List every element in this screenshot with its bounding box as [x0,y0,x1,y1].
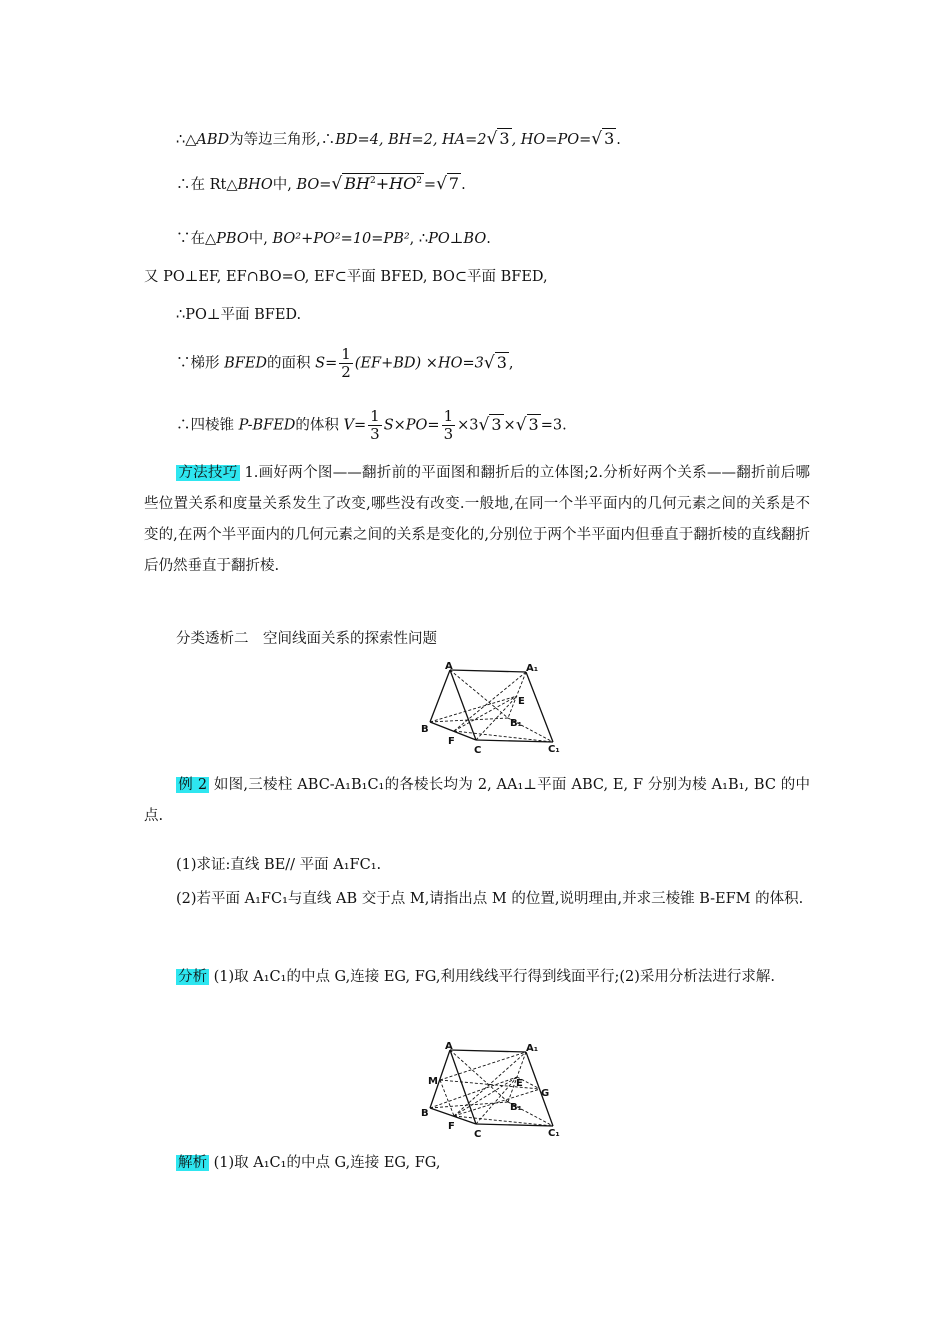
text: × [503,417,516,434]
example-tag: 例 2 [178,777,208,793]
text: =3. [540,417,567,434]
text: . [486,231,491,247]
text: ∴PO⊥平面 BFED. [176,307,302,323]
text: BO²+PO²=10=PB² [272,231,410,247]
text: = [423,177,437,193]
line-pbo [176,228,491,250]
text: (1)求证:直线 BE// 平面 A₁FC₁. [176,857,382,873]
fraction-1-3: $\frac{1}{3}$ [443,407,454,443]
analysis-text: (1)取 A₁C₁的中点 G,连接 EG, FG,利用线线平行得到线面平行;(2)采用分析法进行求解. [209,969,775,985]
label-C: C [474,1129,482,1140]
line-pyramid-volume [176,408,567,443]
method-text: 1.画好两个图——翻折前的平面图和翻折后的立体图;2.分析好两个关系——翻折前后哪些位置关系和度量关系发生了改变,哪些没有改变.一般地,在同一个半平面内的几何元素之间的关系是不变的,在两个半平面内的几何元素之间的关系是变化的,分别位于两个半平面内但垂直于翻折棱的直线翻折后仍然垂直于翻折棱. [144,465,811,574]
label-A1: A₁ [526,663,539,674]
text: BD=4, BH=2, HA=2 [335,132,487,148]
text: ∴在 Rt△ [176,177,238,193]
text: ∴△ [176,132,197,148]
text: , ∴ [409,231,429,247]
text: (EF+BD) ×HO=3 [354,355,484,372]
solution-tag: 解析 [178,1155,207,1171]
sqrt-3: √ 3 [478,414,502,435]
text: BHO [237,177,273,193]
analysis-tag: 分析 [178,969,207,985]
label-B1: B₁ [510,718,523,729]
label-F: F [448,1121,455,1132]
solution-paragraph [144,1148,810,1179]
sqrt-3: √ 3 [515,414,539,435]
text: 分类透析二 空间线面关系的探索性问题 [176,631,437,647]
sqrt-7: √ 7 [436,174,460,194]
text: 中, [248,231,273,247]
text: . [616,132,621,148]
text: ∵在△ [176,231,217,247]
label-E: E [518,696,525,707]
sqrt-bh2-ho2: √ $BH^2+HO^2$ [331,174,422,194]
label-F: F [448,736,455,747]
sqrt-3: √ 3 [483,352,507,373]
example-2-paragraph [144,770,810,832]
text: S×PO= [383,417,440,434]
text: 又 PO⊥EF, EF∩BO=O, EF⊂平面 BFED, BO⊂平面 BFED, [144,269,548,285]
example-text: 如图,三棱柱 ABC-A₁B₁C₁的各棱长均为 2, AA₁⊥平面 ABC, E, F 分别为棱 A₁B₁, BC 的中点. [144,777,810,824]
analysis-paragraph [144,962,810,993]
question-2 [144,884,810,915]
label-B: B [421,724,429,735]
method-tag: 方法技巧 [178,465,238,481]
text: , HO=PO= [511,132,592,148]
text: 为等边三角形,∴ [229,132,336,148]
label-A1: A₁ [526,1043,539,1054]
fraction-1-2: $\frac{1}{2}$ [341,345,351,381]
label-B1: B₁ [510,1102,523,1113]
text: 的面积 [267,355,316,372]
text: S= [315,355,338,372]
line-rt-bho [176,170,466,197]
text: , [508,355,514,372]
text: BO= [296,177,332,193]
text: P-BFED [238,417,296,434]
label-C: C [474,745,482,756]
fraction-1-3: $\frac{1}{3}$ [370,407,380,443]
line-abd-equilateral [176,128,621,152]
line-trapezoid-area [176,346,514,381]
method-tip-paragraph [144,458,810,582]
line-po-perp-ef [144,266,548,288]
label-G: G [541,1088,550,1099]
section-title [176,628,437,650]
line-po-perp-plane [176,304,301,326]
prism-figure-2 [418,1040,568,1140]
label-B: B [421,1108,429,1119]
text: 的体积 [295,417,344,434]
label-C1: C₁ [548,744,560,755]
text: (2)若平面 A₁FC₁与直线 AB 交于点 M,请指出点 M 的位置,说明理由,并求三棱锥 B-EFM 的体积. [176,891,804,907]
solution-text: (1)取 A₁C₁的中点 G,连接 EG, FG, [209,1155,441,1171]
text: PO⊥BO [428,231,487,247]
text: ∵梯形 [176,355,225,372]
text: V= [343,417,367,434]
label-C1: C₁ [548,1128,560,1139]
label-A: A [445,1041,453,1052]
text: 中, [272,177,297,193]
label-M: M [428,1076,438,1087]
label-A: A [445,661,453,672]
text: . [461,177,466,193]
question-1 [176,854,381,876]
text: BFED [224,355,268,372]
text: ∴四棱锥 [176,417,239,434]
text: ABD [196,132,230,148]
sqrt-3: √ 3 [486,129,510,149]
text: ×3 [457,417,479,434]
label-E: E [516,1078,523,1089]
sqrt-3: √ 3 [591,129,615,149]
text: PBO [216,231,249,247]
prism-figure-1 [418,660,568,760]
